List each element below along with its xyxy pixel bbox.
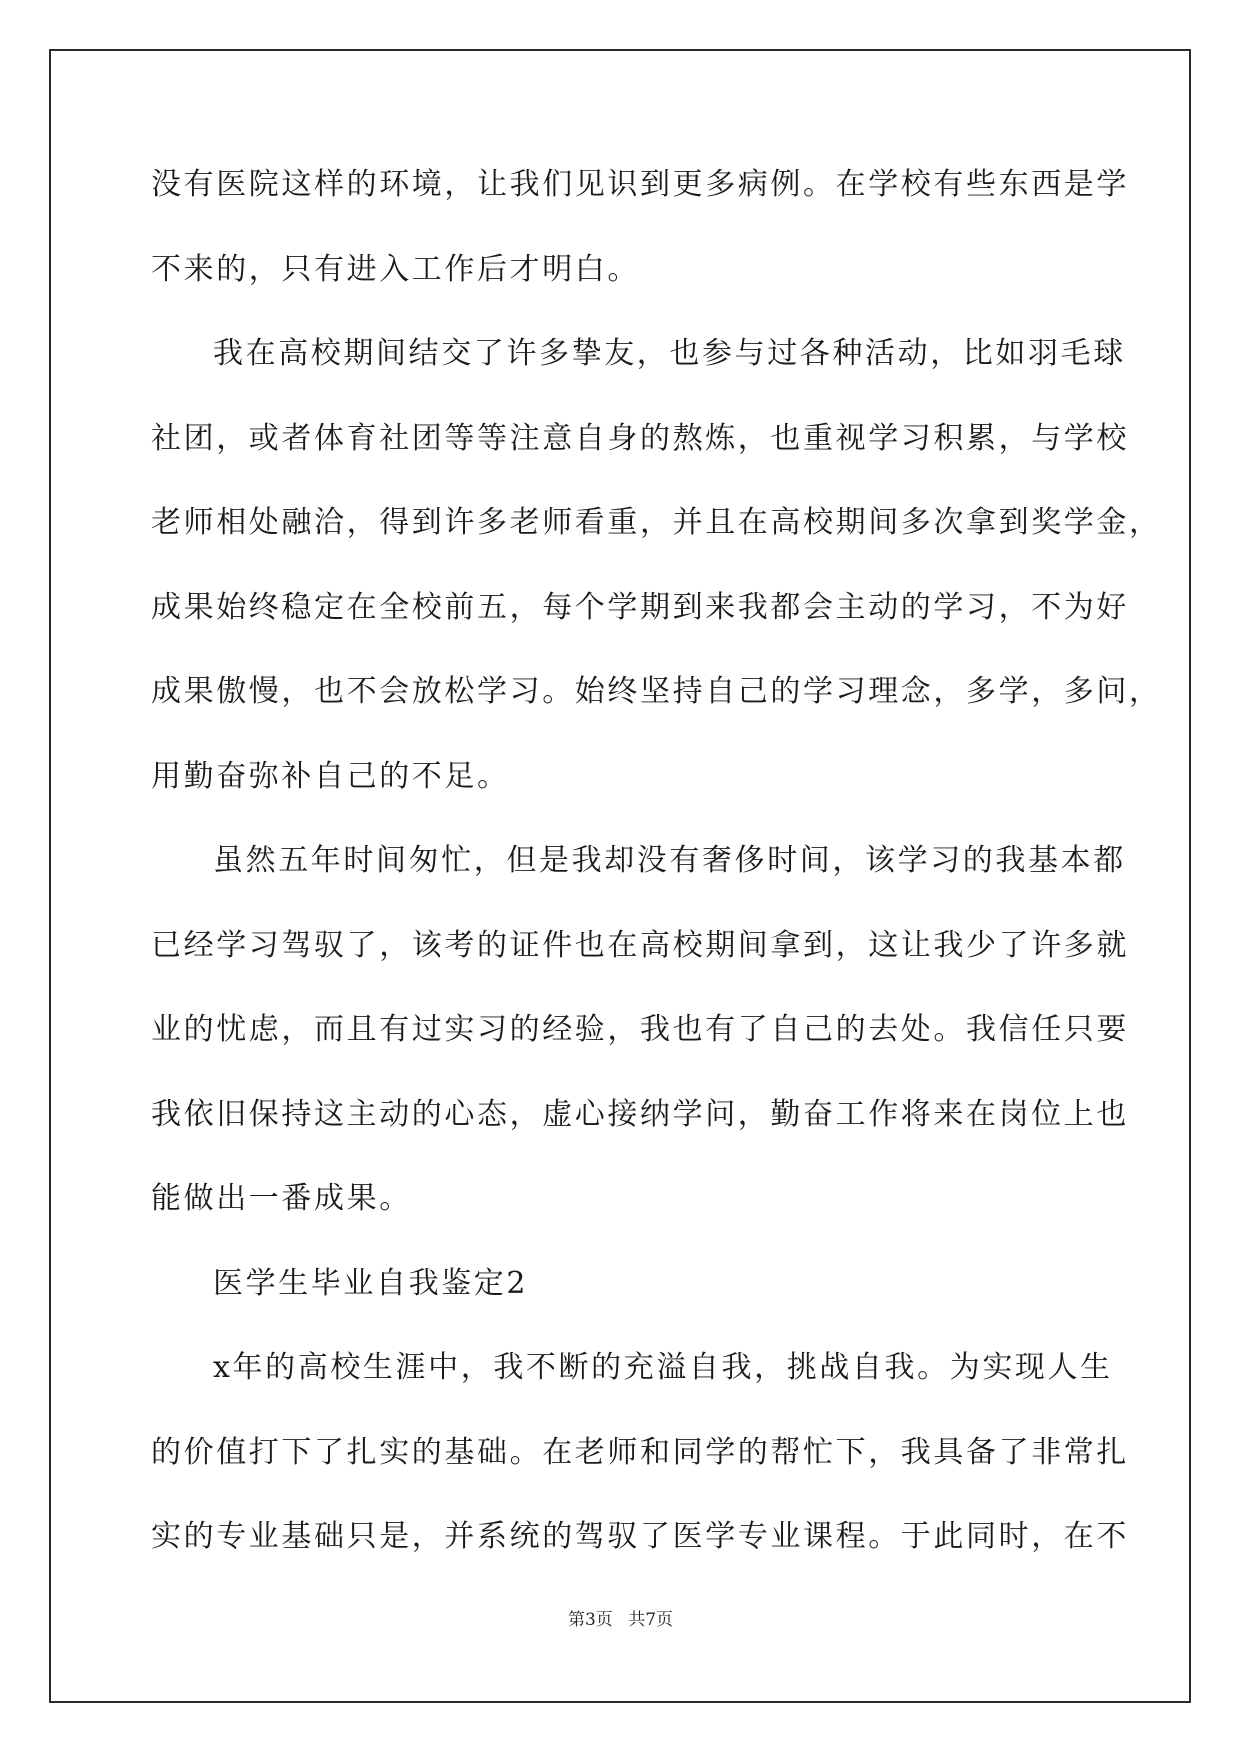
page-footer	[0, 1605, 1241, 1630]
text-line: 已经学习驾驭了，该考的证件也在高校期间拿到，这让我少了许多就	[151, 927, 1129, 963]
document-body	[151, 155, 1162, 1592]
text-line: 成果始终稳定在全校前五，每个学期到来我都会主动的学习，不为好	[151, 589, 1129, 625]
text-line: x年的高校生涯中，我不断的充溢自我，挑战自我。为实现人生	[213, 1350, 1113, 1385]
text-line: 不来的，只有进入工作后才明白。	[151, 251, 640, 287]
text-line: 老师相处融洽，得到许多老师看重，并且在高校期间多次拿到奖学金，	[151, 505, 1162, 540]
text-line: 的价值打下了扎实的基础。在老师和同学的帮忙下，我具备了非常扎	[151, 1434, 1129, 1470]
page-number: 第3页	[567, 1610, 613, 1630]
text-line: 我在高校期间结交了许多挚友，也参与过各种活动，比如羽毛球	[213, 336, 1126, 371]
text-line: 用勤奋弥补自己的不足。	[151, 758, 510, 794]
page-total: 共7页	[628, 1610, 674, 1630]
text-line: 虽然五年时间匆忙，但是我却没有奢侈时间，该学习的我基本都	[213, 843, 1126, 878]
text-line: 成果傲慢，也不会放松学习。始终坚持自己的学习理念，多学，多问，	[151, 674, 1162, 709]
text-line: 业的忧虑，而且有过实习的经验，我也有了自己的去处。我信任只要	[151, 1012, 1129, 1047]
section-heading: 医学生毕业自我鉴定2	[213, 1265, 529, 1301]
text-line: 我依旧保持这主动的心态，虚心接纳学问，勤奋工作将来在岗位上也	[151, 1096, 1129, 1132]
text-line: 社团，或者体育社团等等注意自身的熬炼，也重视学习积累，与学校	[151, 420, 1129, 456]
text-line: 能做出一番成果。	[151, 1181, 412, 1216]
text-line: 实的专业基础只是，并系统的驾驭了医学专业课程。于此同时，在不	[151, 1519, 1129, 1554]
text-line: 没有医院这样的环境，让我们见识到更多病例。在学校有些东西是学	[151, 167, 1129, 202]
